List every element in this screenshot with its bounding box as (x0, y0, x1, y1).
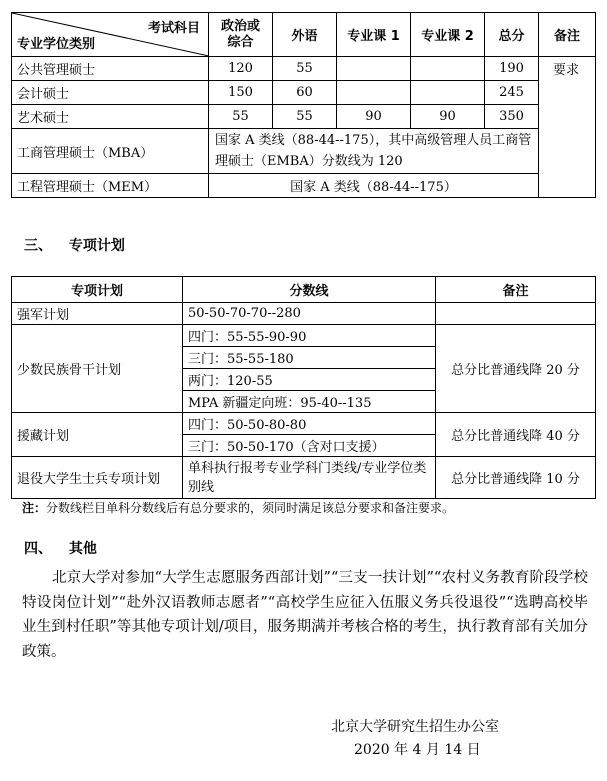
header-foreign: 外语 (273, 13, 337, 57)
plan-name: 援藏计划 (12, 413, 183, 457)
row-name: 公共管理硕士 (12, 57, 209, 81)
note-text: 分数线栏目单科分数线后有总分要求的，须同时满足该总分要求和备注要求。 (46, 501, 455, 515)
score-table-professional (11, 12, 596, 198)
cell-remark (539, 57, 596, 198)
cell-politics: 150 (209, 81, 273, 105)
signature-office: 北京大学研究生招生办公室 (331, 719, 499, 735)
cell-politics: 120 (209, 57, 273, 81)
header-exam-subject: 考试科目 (147, 21, 200, 36)
cell-major2 (411, 81, 485, 105)
diagonal-header-cell (12, 13, 209, 57)
header-total: 总分 (485, 13, 539, 57)
section-title: 专项计划 (68, 238, 125, 254)
table-note (22, 499, 454, 516)
plan-name: 少数民族骨干计划 (12, 325, 183, 413)
cell-foreign: 55 (273, 57, 337, 81)
section-4-heading (24, 538, 97, 558)
row-name-mba: 工商管理硕士（MBA） (12, 129, 209, 174)
header-degree-category: 专业学位类别 (17, 37, 96, 52)
header-plan: 专项计划 (12, 277, 183, 303)
section-3-heading (24, 235, 125, 255)
other-policy-paragraph: 北京大学对参加“大学生志愿服务西部计划”“三支一扶计划”“农村义务教育阶段学校特设岗位计划”“赴外汉语教师志愿者”“高校学生应征入伍服义务兵役退役”“选聘高校毕业生到村任职”等其他专项计划/项目，服务期满并考核合格的考生，执行教育部有关加分政策。 (22, 570, 588, 660)
cell-major1 (337, 81, 411, 105)
plan-score: 50-50-70-70--280 (183, 303, 436, 325)
table-header-row (12, 13, 596, 57)
section-number: 三、 (24, 238, 52, 254)
cell-major2 (411, 57, 485, 81)
header-major2: 专业课 2 (411, 13, 485, 57)
row-name: 会计硕士 (12, 81, 209, 105)
plan-name: 退役大学生士兵专项计划 (12, 457, 183, 499)
section-title: 其他 (68, 541, 97, 557)
header-remark: 备注 (436, 277, 596, 303)
cell-total: 245 (485, 81, 539, 105)
special-plan-table (11, 276, 596, 499)
note-label: 注： (22, 501, 47, 515)
plan-score-line: 三门：50-50-170（含对口支援） (183, 435, 436, 457)
table-row (12, 57, 596, 81)
cell-major2: 90 (411, 105, 485, 129)
row-name: 艺术硕士 (12, 105, 209, 129)
header-politics: 政治或 综合 (209, 13, 273, 57)
cell-major1: 90 (337, 105, 411, 129)
plan-remark: 总分比普通线降 40 分 (436, 413, 596, 457)
plan-score: 单科执行报考专业学科门类线/专业学位类别线 (183, 457, 436, 499)
plan-name: 强军计划 (12, 303, 183, 325)
table-row (12, 105, 596, 129)
plan-score-line: 四门：55-55-90-90 (183, 325, 436, 347)
plan-remark: 总分比普通线降 20 分 (436, 325, 596, 413)
cell-mem-score: 国家 A 类线（88-44--175） (209, 174, 539, 198)
table-row (12, 81, 596, 105)
cell-foreign: 55 (273, 105, 337, 129)
table-row (12, 457, 596, 499)
cell-major1 (337, 57, 411, 81)
remark-text: 要求 (553, 63, 580, 78)
table-row (12, 174, 596, 198)
cell-mba-score: 国家 A 类线（88-44--175），其中高级管理人员工商管理硕士（EMBA）分数线为 120 (209, 129, 539, 174)
table-row (12, 413, 596, 435)
header-score: 分数线 (183, 277, 436, 303)
cell-foreign: 60 (273, 81, 337, 105)
cell-total: 350 (485, 105, 539, 129)
header-remark: 备注 (539, 13, 596, 57)
plan-remark (436, 303, 596, 325)
plan-score-line: 两门：120-55 (183, 369, 436, 391)
table-row (12, 129, 596, 174)
plan-score-line: 四门：50-50-80-80 (183, 413, 436, 435)
cell-total: 190 (485, 57, 539, 81)
header-major1: 专业课 1 (337, 13, 411, 57)
signature-date: 2020 年 4 月 14 日 (354, 742, 481, 758)
section-number: 四、 (24, 541, 52, 557)
plan-score-line: 三门：55-55-180 (183, 347, 436, 369)
plan-score-line: MPA 新疆定向班：95-40--135 (183, 391, 436, 413)
table-row (12, 325, 596, 347)
table-row (12, 303, 596, 325)
plan-remark: 总分比普通线降 10 分 (436, 457, 596, 499)
row-name-mem: 工程管理硕士（MEM） (12, 174, 209, 198)
cell-politics: 55 (209, 105, 273, 129)
table-header-row (12, 277, 596, 303)
